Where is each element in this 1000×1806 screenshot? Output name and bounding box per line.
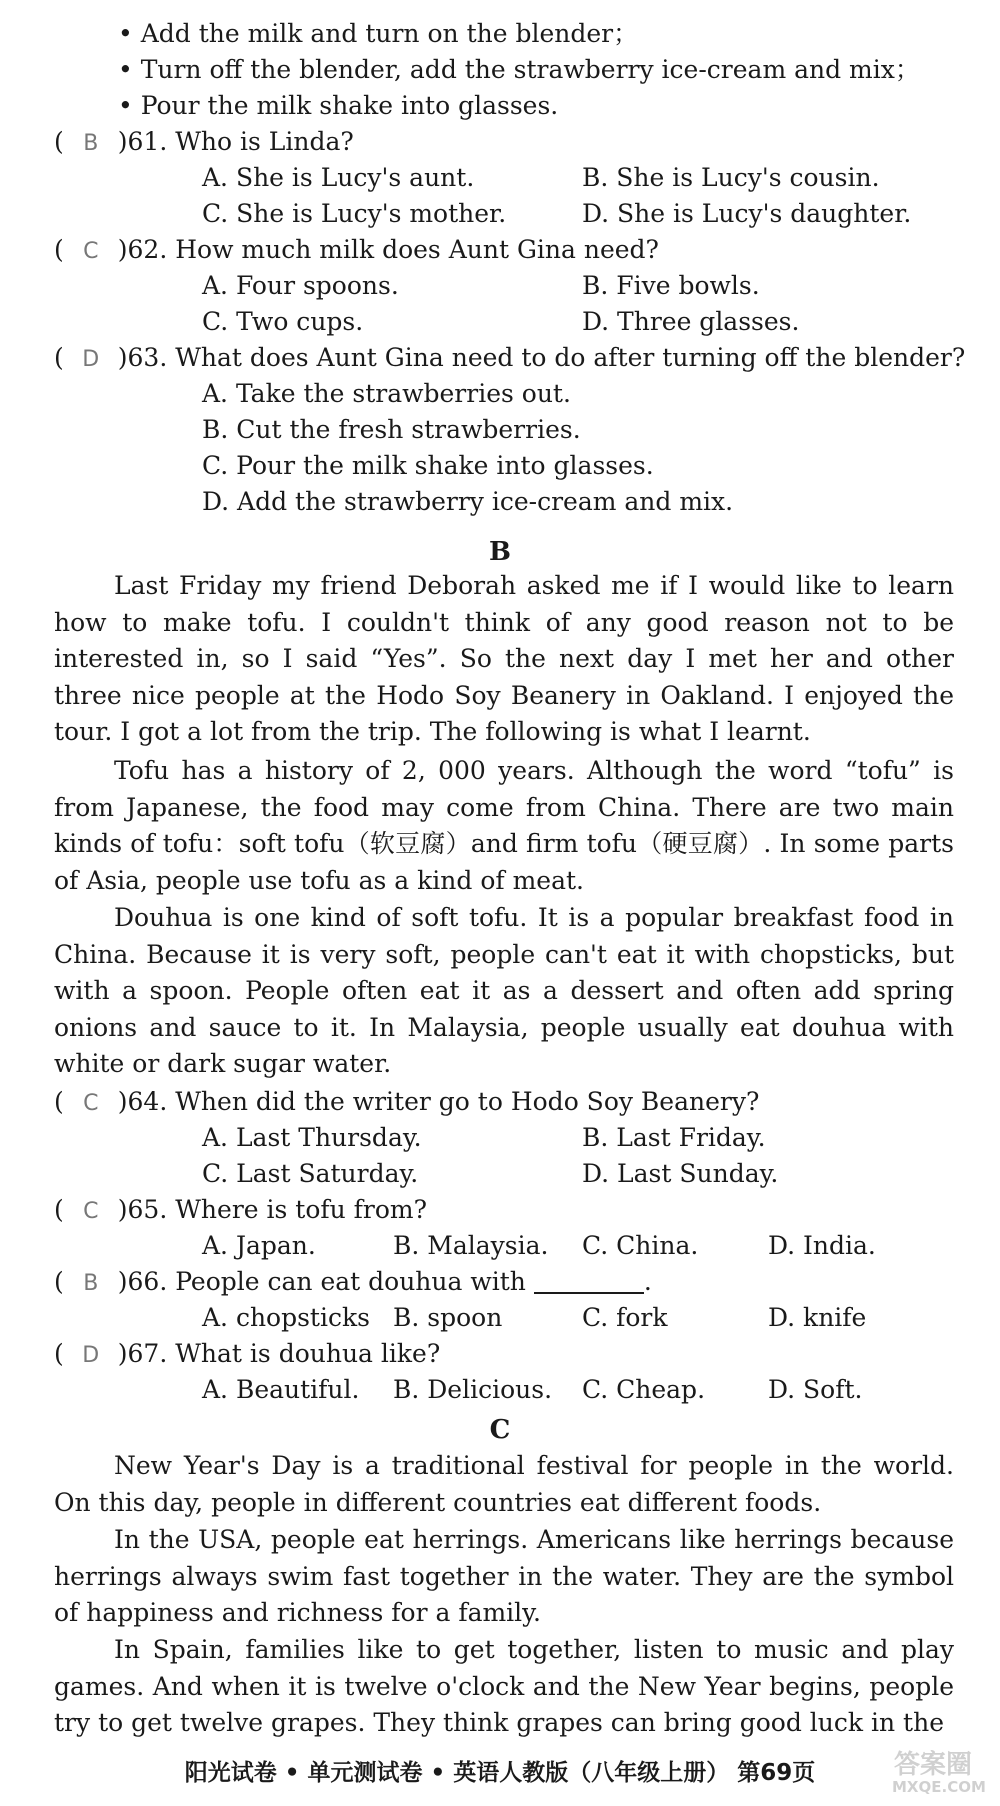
question-65: ( C )65. Where is tofu from? bbox=[54, 1192, 427, 1230]
option: B. She is Lucy's cousin. bbox=[582, 163, 880, 192]
instruction-step: • Turn off the blender, add the strawberry ice-cream and mix； bbox=[118, 55, 920, 84]
option: D. Add the strawberry ice-cream and mix. bbox=[202, 487, 734, 516]
question-text: )61. Who is Linda? bbox=[117, 127, 354, 156]
option: A. Last Thursday. bbox=[202, 1123, 422, 1152]
instruction-step: • Pour the milk shake into glasses. bbox=[118, 91, 559, 120]
option: B. spoon bbox=[393, 1303, 503, 1332]
option: D. India. bbox=[768, 1231, 876, 1260]
instruction-step: • Add the milk and turn on the blender； bbox=[118, 19, 639, 48]
page-footer: 阳光试卷 • 单元测试卷 • 英语人教版（八年级上册） 第69页 bbox=[184, 1760, 816, 1786]
question-text: )64. When did the writer go to Hodo Soy Beanery? bbox=[117, 1087, 760, 1116]
option: D. Three glasses. bbox=[582, 307, 800, 336]
option: C. fork bbox=[582, 1303, 668, 1332]
option: C. Two cups. bbox=[202, 307, 364, 336]
answer-mark: B bbox=[83, 1271, 99, 1296]
option: C. China. bbox=[582, 1231, 699, 1260]
option: C. She is Lucy's mother. bbox=[202, 199, 507, 228]
option: B. Cut the fresh strawberries. bbox=[202, 415, 581, 444]
option: B. Last Friday. bbox=[582, 1123, 766, 1152]
question-67: ( D )67. What is douhua like? bbox=[54, 1336, 440, 1374]
paragraph: In Spain, families like to get together, listen to music and play games. And when it is twelve o'clock and the New Year begins, people try to get twelve grapes. They think grapes can bring good luck in the bbox=[54, 1635, 954, 1738]
question-text: )67. What is douhua like? bbox=[117, 1339, 441, 1368]
option: B. Malaysia. bbox=[393, 1231, 549, 1260]
question-63: ( D )63. What does Aunt Gina need to do after turning off the blender? bbox=[54, 340, 965, 378]
option: B. Delicious. bbox=[393, 1375, 553, 1404]
option: D. knife bbox=[768, 1303, 867, 1332]
section-heading-b: B bbox=[489, 537, 511, 567]
question-text: )63. What does Aunt Gina need to do after turning off the blender? bbox=[117, 343, 966, 372]
paragraph: Douhua is one kind of soft tofu. It is a popular breakfast food in China. Because it is very soft, people can't eat it with chopsticks, but with a spoon. People often eat it as a dessert and often add spring onions and sauce to it. In Malaysia, people usually eat douhua with white or dark sugar water. bbox=[54, 903, 954, 1079]
option: A. Beautiful. bbox=[202, 1375, 360, 1404]
question-text: )65. Where is tofu from? bbox=[117, 1195, 428, 1224]
option: A. chopsticks bbox=[202, 1303, 370, 1332]
option: D. Last Sunday. bbox=[582, 1159, 779, 1188]
answer-mark: D bbox=[82, 347, 100, 372]
answer-mark: C bbox=[83, 239, 99, 264]
question-62: ( C )62. How much milk does Aunt Gina need? bbox=[54, 232, 659, 270]
answer-mark: C bbox=[83, 1199, 99, 1224]
question-61: ( B )61. Who is Linda? bbox=[54, 124, 354, 162]
question-text: )66. People can eat douhua with bbox=[117, 1267, 526, 1296]
paragraph: Tofu has a history of 2, 000 years. Although the word “tofu” is from Japanese, the food may come from China. There are two main kinds of tofu：soft tofu（软豆腐）and firm tofu（硬豆腐）. In some parts of Asia, people use tofu as a kind of meat. bbox=[54, 756, 954, 895]
watermark-text: MXQE.COM bbox=[892, 1778, 986, 1796]
question-64: ( C )64. When did the writer go to Hodo Soy Beanery? bbox=[54, 1084, 759, 1122]
option: C. Cheap. bbox=[582, 1375, 706, 1404]
question-66: ( B )66. People can eat douhua with . bbox=[54, 1264, 652, 1302]
answer-mark: B bbox=[83, 131, 99, 156]
option: A. Take the strawberries out. bbox=[202, 379, 571, 408]
option: D. Soft. bbox=[768, 1375, 863, 1404]
option: B. Five bowls. bbox=[582, 271, 760, 300]
option: A. Four spoons. bbox=[202, 271, 399, 300]
watermark-logo bbox=[888, 1744, 994, 1802]
option: A. She is Lucy's aunt. bbox=[202, 163, 475, 192]
answer-blank bbox=[534, 1266, 644, 1294]
question-text: )62. How much milk does Aunt Gina need? bbox=[117, 235, 659, 264]
watermark-text: 答案圈 bbox=[894, 1750, 973, 1780]
option: A. Japan. bbox=[202, 1231, 316, 1260]
paragraph: New Year's Day is a traditional festival for people in the world. On this day, people in different countries eat different foods. bbox=[54, 1451, 954, 1517]
answer-mark: D bbox=[82, 1343, 100, 1368]
option: C. Pour the milk shake into glasses. bbox=[202, 451, 654, 480]
paragraph: In the USA, people eat herrings. Americans like herrings because herrings always swim fast together in the water. They are the symbol of happiness and richness for a family. bbox=[54, 1525, 954, 1628]
answer-mark: C bbox=[83, 1091, 99, 1116]
paragraph: Last Friday my friend Deborah asked me if I would like to learn how to make tofu. I couldn't think of any good reason not to be interested in, so I said “Yes”. So the next day I met her and other three nice people at the Hodo Soy Beanery in Oakland. I enjoyed the tour. I got a lot from the trip. The following is what I learnt. bbox=[54, 571, 954, 747]
option: C. Last Saturday. bbox=[202, 1159, 419, 1188]
section-heading-c: C bbox=[489, 1415, 511, 1445]
option: D. She is Lucy's daughter. bbox=[582, 199, 912, 228]
